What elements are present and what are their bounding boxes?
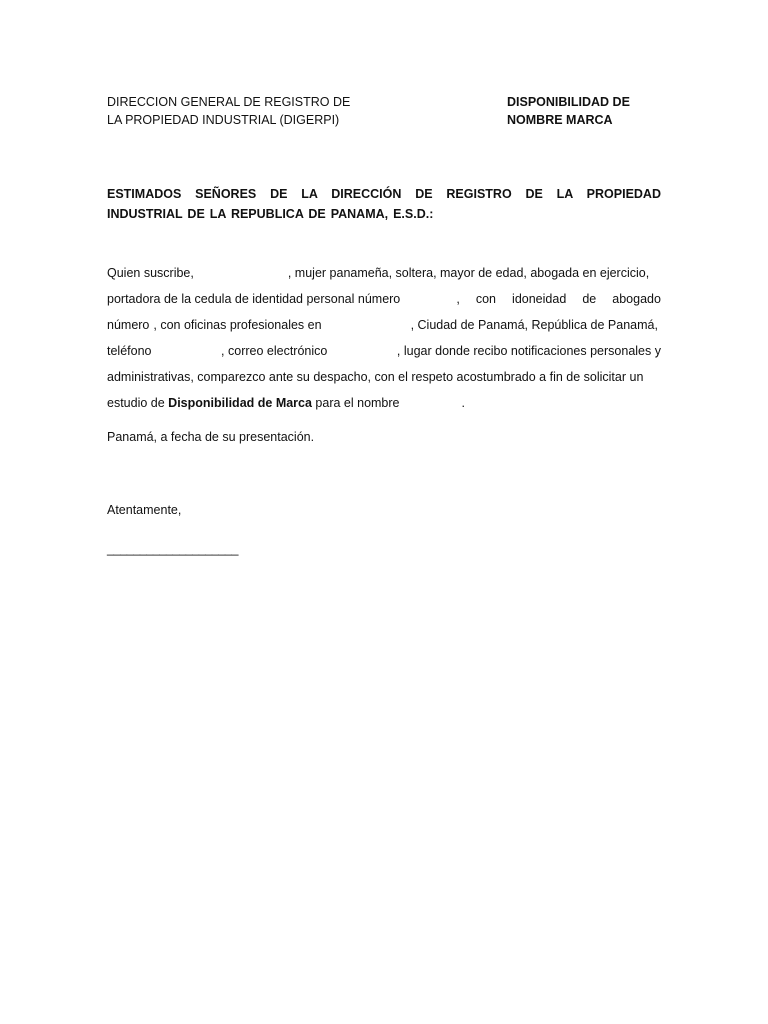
blank-brand-name-field [400, 390, 462, 416]
body-text: , lugar donde recibo notificaciones personales y [396, 344, 661, 358]
closing: Atentamente, [107, 503, 182, 517]
body-text: Quien suscribe, [107, 266, 194, 280]
body-line-3 [107, 312, 661, 338]
body-text: portadora de la cedula de identidad personal número [107, 292, 401, 306]
body-text: número [107, 318, 150, 332]
body-text: , [456, 292, 460, 306]
body-paragraph [107, 260, 661, 416]
body-text: administrativas, comparezco ante su despacho, con el respeto acostumbrado a fin de solicitar un [107, 370, 644, 384]
blank-office-field [322, 312, 411, 338]
blank-name-field [194, 260, 288, 286]
body-text: teléfono [107, 344, 152, 358]
body-text: de [582, 292, 597, 306]
header-left-line-2: LA PROPIEDAD INDUSTRIAL (DIGERPI) [107, 113, 340, 127]
body-text: para el nombre [311, 396, 400, 410]
body-text: , Ciudad de Panamá, República de Panamá, [410, 318, 658, 332]
body-text: idoneidad [512, 292, 567, 306]
signature-line: ____________________ [107, 542, 239, 556]
body-text: con [475, 292, 496, 306]
header-subject [507, 93, 630, 129]
body-text: estudio de [107, 396, 169, 410]
date-line: Panamá, a fecha de su presentación. [107, 430, 315, 444]
body-text: , correo electrónico [221, 344, 328, 358]
body-text-emphasis: Disponibilidad de Marca [168, 396, 312, 410]
body-text: . [461, 396, 465, 410]
body-line-5 [107, 364, 661, 390]
header-right-line-2: NOMBRE MARCA [507, 113, 613, 127]
salutation: ESTIMADOS SEÑORES DE LA DIRECCIÓN DE REGISTRO DE LA PROPIEDAD INDUSTRIAL DE LA REPUBLICA DE PANAMA, E.S.D.: [107, 187, 661, 221]
body-text: , mujer panameña, soltera, mayor de edad, abogada en ejercicio, [287, 266, 650, 280]
body-text: , con oficinas profesionales en [153, 318, 322, 332]
body-line-2 [107, 286, 661, 312]
body-text: abogado [612, 292, 661, 306]
body-line-6 [107, 390, 661, 416]
header-right-line-1: DISPONIBILIDAD DE [507, 95, 630, 109]
header-left-line-1: DIRECCION GENERAL DE REGISTRO DE [107, 95, 351, 109]
body-line-1 [107, 260, 661, 286]
body-line-4 [107, 338, 661, 364]
header-institution [107, 93, 350, 129]
